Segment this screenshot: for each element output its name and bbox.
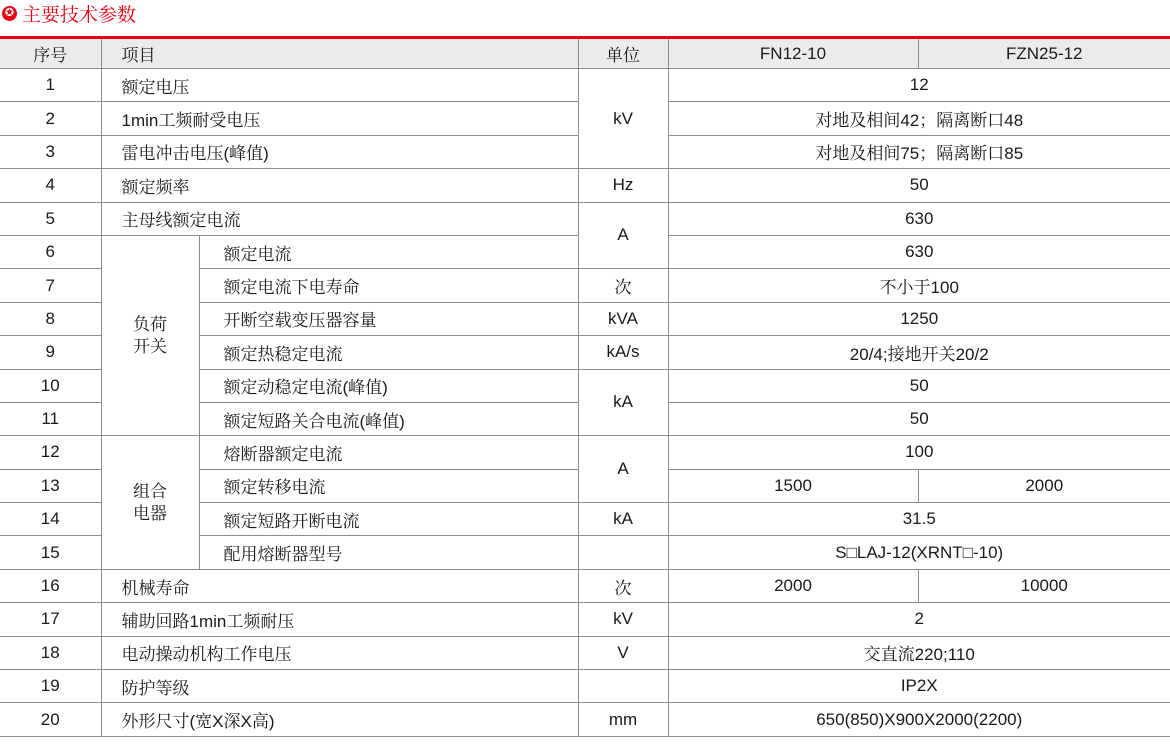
row-no: 16 bbox=[0, 569, 101, 602]
row-no: 2 bbox=[0, 102, 101, 135]
row-item: 开断空载变压器容量 bbox=[199, 302, 578, 335]
section-title-text: 主要技术参数 bbox=[22, 4, 137, 26]
row-unit: 次 bbox=[578, 269, 668, 302]
row-item: 辅助回路1min工频耐压 bbox=[101, 603, 578, 636]
row-unit: kA bbox=[578, 503, 668, 536]
row-no: 7 bbox=[0, 269, 101, 302]
row-unit: kA/s bbox=[578, 336, 668, 369]
row-value-b: 2000 bbox=[918, 469, 1170, 502]
row-value: 对地及相间42；隔离断口48 bbox=[668, 102, 1170, 135]
row-item: 额定短路开断电流 bbox=[199, 503, 578, 536]
row-value: IP2X bbox=[668, 670, 1170, 703]
row-value: 不小于100 bbox=[668, 269, 1170, 302]
row-no: 4 bbox=[0, 169, 101, 202]
row-no: 3 bbox=[0, 135, 101, 168]
row-item: 熔断器额定电流 bbox=[199, 436, 578, 469]
row-no: 14 bbox=[0, 503, 101, 536]
table-row bbox=[0, 169, 1170, 202]
row-no: 13 bbox=[0, 469, 101, 502]
header-no: 序号 bbox=[0, 39, 101, 69]
row-value: 50 bbox=[668, 369, 1170, 402]
row-item: 额定电压 bbox=[101, 69, 578, 102]
row-value-a: 1500 bbox=[668, 469, 918, 502]
row-value-a: 2000 bbox=[668, 569, 918, 602]
row-no: 18 bbox=[0, 636, 101, 669]
row-value: 12 bbox=[668, 69, 1170, 102]
row-value: 50 bbox=[668, 169, 1170, 202]
header-item: 项目 bbox=[101, 39, 578, 69]
row-unit: kA bbox=[578, 369, 668, 436]
row-unit: A bbox=[578, 202, 668, 269]
row-value: 100 bbox=[668, 436, 1170, 469]
header-model-b: FZN25-12 bbox=[918, 39, 1170, 69]
row-no: 12 bbox=[0, 436, 101, 469]
header-unit: 单位 bbox=[578, 39, 668, 69]
row-item: 主母线额定电流 bbox=[101, 202, 578, 235]
group-combined bbox=[101, 436, 199, 570]
row-item: 电动操动机构工作电压 bbox=[101, 636, 578, 669]
row-item: 机械寿命 bbox=[101, 569, 578, 602]
row-no: 11 bbox=[0, 402, 101, 435]
row-item: 额定短路关合电流(峰值) bbox=[199, 402, 578, 435]
row-unit bbox=[578, 670, 668, 703]
row-item: 防护等级 bbox=[101, 670, 578, 703]
spec-table bbox=[0, 39, 1170, 737]
row-item: 外形尺寸(宽X深X高) bbox=[101, 703, 578, 736]
row-unit: mm bbox=[578, 703, 668, 736]
row-item: 额定动稳定电流(峰值) bbox=[199, 369, 578, 402]
row-value: 630 bbox=[668, 235, 1170, 268]
row-value: 20/4;接地开关20/2 bbox=[668, 336, 1170, 369]
row-no: 5 bbox=[0, 202, 101, 235]
group-label: 负荷开关 bbox=[132, 314, 167, 356]
row-item: 额定转移电流 bbox=[199, 469, 578, 502]
header-model-a: FN12-10 bbox=[668, 39, 918, 69]
row-value: 50 bbox=[668, 402, 1170, 435]
row-value: 2 bbox=[668, 603, 1170, 636]
row-value: 对地及相间75；隔离断口85 bbox=[668, 135, 1170, 168]
group-load-switch bbox=[101, 235, 199, 435]
row-no: 6 bbox=[0, 235, 101, 268]
row-unit: kVA bbox=[578, 302, 668, 335]
row-value: 交直流220;110 bbox=[668, 636, 1170, 669]
row-no: 19 bbox=[0, 670, 101, 703]
row-no: 17 bbox=[0, 603, 101, 636]
row-no: 9 bbox=[0, 336, 101, 369]
table-row bbox=[0, 603, 1170, 636]
row-value: 630 bbox=[668, 202, 1170, 235]
table-row bbox=[0, 69, 1170, 102]
row-item: 额定电流 bbox=[199, 235, 578, 268]
row-no: 10 bbox=[0, 369, 101, 402]
row-value: 650(850)X900X2000(2200) bbox=[668, 703, 1170, 736]
row-value: 1250 bbox=[668, 302, 1170, 335]
row-item: 配用熔断器型号 bbox=[199, 536, 578, 569]
row-unit: V bbox=[578, 636, 668, 669]
row-unit: 次 bbox=[578, 569, 668, 602]
row-item: 额定电流下电寿命 bbox=[199, 269, 578, 302]
table-header-row bbox=[0, 39, 1170, 69]
row-no: 15 bbox=[0, 536, 101, 569]
table-row bbox=[0, 569, 1170, 602]
table-row bbox=[0, 703, 1170, 736]
table-row bbox=[0, 636, 1170, 669]
row-unit bbox=[578, 536, 668, 569]
row-value-b: 10000 bbox=[918, 569, 1170, 602]
table-row bbox=[0, 670, 1170, 703]
row-no: 20 bbox=[0, 703, 101, 736]
table-row bbox=[0, 202, 1170, 235]
row-value: 31.5 bbox=[668, 503, 1170, 536]
row-no: 8 bbox=[0, 302, 101, 335]
row-unit: kV bbox=[578, 69, 668, 169]
row-item: 额定热稳定电流 bbox=[199, 336, 578, 369]
row-item: 额定频率 bbox=[101, 169, 578, 202]
row-no: 1 bbox=[0, 69, 101, 102]
section-title bbox=[2, 0, 136, 26]
table-row bbox=[0, 436, 1170, 469]
row-item: 雷电冲击电压(峰值) bbox=[101, 135, 578, 168]
star-circle-icon: ✪ bbox=[2, 6, 17, 21]
row-unit: Hz bbox=[578, 169, 668, 202]
row-unit: kV bbox=[578, 603, 668, 636]
row-unit: A bbox=[578, 436, 668, 503]
row-value: S□LAJ-12(XRNT□-10) bbox=[668, 536, 1170, 569]
group-label: 组合电器 bbox=[132, 481, 167, 523]
row-item: 1min工频耐受电压 bbox=[101, 102, 578, 135]
